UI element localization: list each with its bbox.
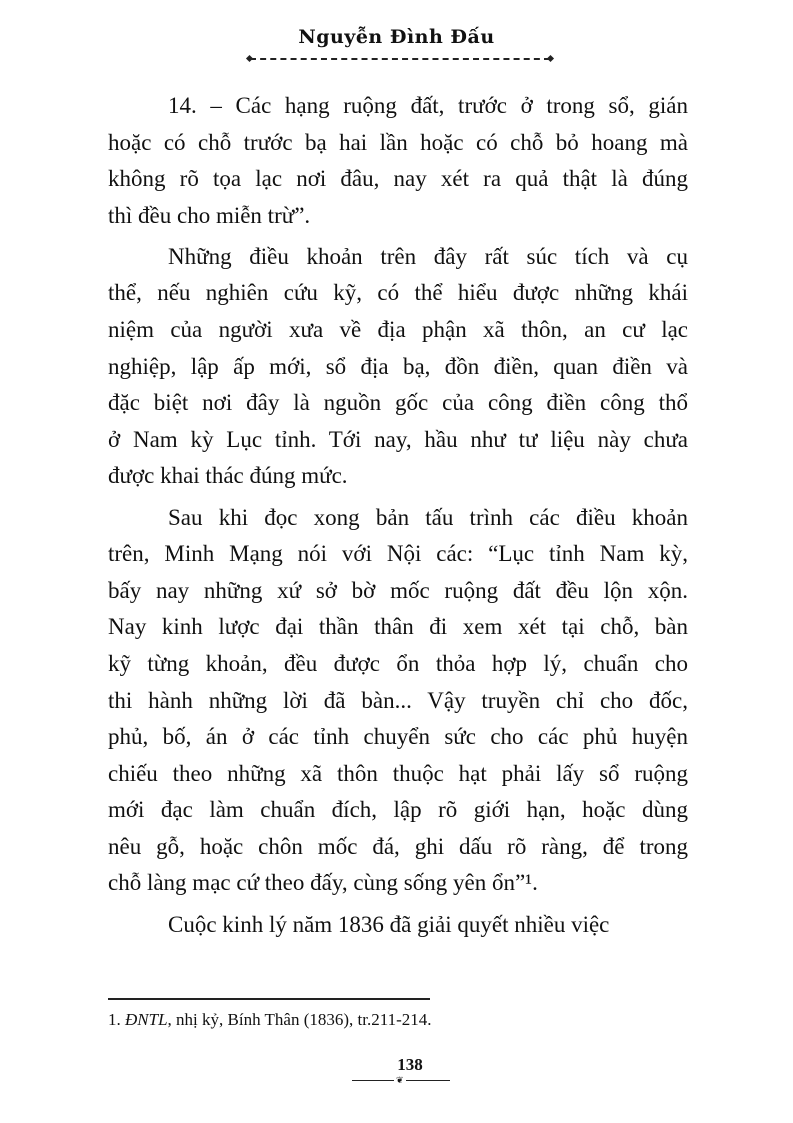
footnote-number: 1. [108,1010,125,1029]
text-line: trên, Minh Mạng nói với Nội các: “Lục tỉnh Nam kỳ, [108,541,688,567]
paragraph [108,88,688,234]
body-text [108,88,688,948]
text-line: Những điều khoản trên đây rất súc tích và cụ [168,243,688,269]
running-header: Nguyễn Đình Đấu [298,26,495,48]
text-line: hoặc có chỗ trước bạ hai lần hoặc có chỗ bỏ hoang mà [108,129,688,155]
footnote-source: ĐNTL [125,1010,168,1029]
text-line: Nay kinh lược đại thần thân đi xem xét tại chỗ, bàn [108,614,688,640]
text-line: ở Nam kỳ Lục tỉnh. Tới nay, hầu như tư liệu này chưa [108,426,688,452]
footnote-divider [108,998,430,1000]
text-line: thể, nếu nghiên cứu kỹ, có thể hiểu được những khái [108,280,688,306]
text-line: bấy nay những xứ sở bờ mốc ruộng đất đều lộn xộn. [108,577,688,603]
text-line: thì đều cho miễn trừ”. [108,202,311,228]
footnote-text: , nhị kỷ, Bính Thân (1836), tr.211-214. [167,1010,432,1029]
text-line: mới đạc làm chuẩn đích, lập rõ giới hạn, hoặc dùng [108,797,688,823]
text-line: kỹ từng khoản, đều được ổn thỏa hợp lý, chuẩn cho [108,650,688,676]
text-line: niệm của người xưa về địa phận xã thôn, an cư lạc [108,317,688,343]
text-line: phủ, bố, án ở các tỉnh chuyển sức cho các phủ huyện [108,724,688,750]
text-line: thi hành những lời đã bàn... Vậy truyền chỉ cho đốc, [108,687,688,713]
text-line: không rõ tọa lạc nơi đâu, nay xét ra quả thật là đúng [108,166,688,192]
text-line: đặc biệt nơi đây là nguồn gốc của công điền công thổ [108,390,688,416]
text-line: nêu gỗ, hoặc chôn mốc đá, ghi dấu rõ ràng, để trong [108,833,688,859]
footnote [108,1010,432,1030]
text-line: được khai thác đúng mức. [108,463,348,489]
paragraph [108,500,688,903]
text-line: nghiệp, lập ấp mới, sổ địa bạ, đồn điền, quan điền và [108,353,688,379]
page-number: 138 [397,1055,423,1074]
text-line: Cuộc kinh lý năm 1836 đã giải quyết nhiều việc [168,911,610,937]
header-divider [250,58,550,60]
page-ornament: ❦ [352,1080,450,1081]
text-line: Sau khi đọc xong bản tấu trình các điều khoản [168,504,688,530]
text-line: 14. – Các hạng ruộng đất, trước ở trong sổ, gián [168,93,688,118]
paragraph [108,907,688,944]
text-line: chỗ làng mạc cứ theo đấy, cùng sống yên ổn”¹. [108,870,538,896]
paragraph [108,239,688,495]
text-line: chiếu theo những xã thôn thuộc hạt phải lấy sổ ruộng [108,760,688,786]
